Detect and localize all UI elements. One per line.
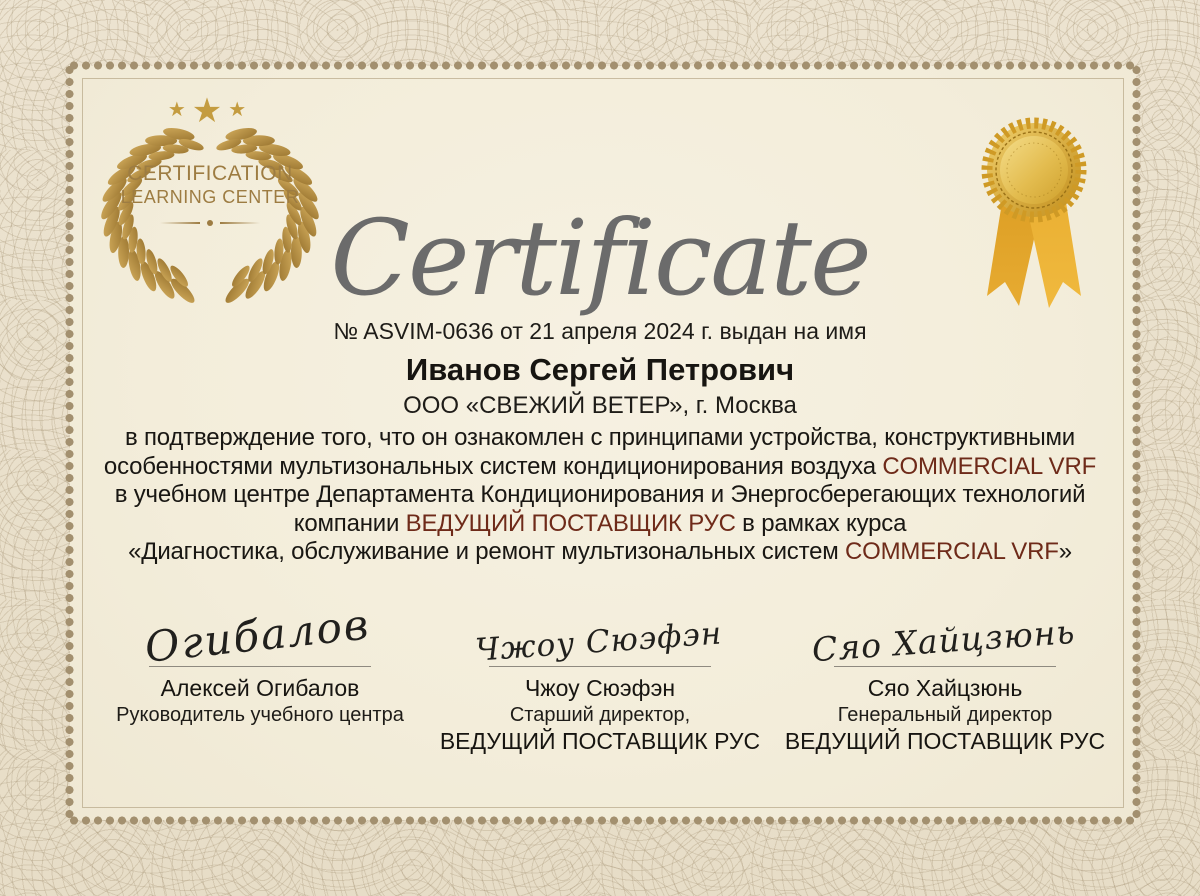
scallop-edge-top	[68, 61, 1138, 70]
handwritten-signature-3: Сяо Хайцзюнь	[810, 611, 1077, 670]
star-icon: ★	[191, 92, 229, 130]
recipient-name: Иванов Сергей Петрович	[405, 352, 795, 387]
body-line-1: в подтверждение того, что он ознакомлен с принципами устройства, конструктивными	[124, 424, 1076, 451]
scallop-edge-left	[65, 64, 74, 822]
certificate-title: Certificate	[330, 197, 870, 319]
scallop-edge-right	[1132, 64, 1141, 822]
signatory-org: ВЕДУЩИЙ ПОСТАВЩИК РУС	[439, 728, 761, 754]
star-icon: ★	[228, 99, 253, 121]
body-line-5-accent: COMMERCIAL VRF	[845, 538, 1059, 565]
signature-row	[100, 578, 1110, 755]
signatory-org: ВЕДУЩИЙ ПОСТАВЩИК РУС	[784, 728, 1106, 754]
body-line-4-text: компании	[293, 509, 406, 537]
logo-text-line1: CERTIFICATION	[127, 162, 293, 185]
certificate-body	[80, 424, 1120, 567]
body-line-4	[80, 510, 1120, 539]
logo-text-line2: LEARNING CENTER	[120, 187, 300, 207]
signature-block-3	[780, 578, 1110, 755]
recipient-company: ООО «СВЕЖИЙ ВЕТЕР», г. Москва	[403, 392, 797, 419]
body-line-5	[80, 538, 1120, 567]
body-line-4-accent: ВЕДУЩИЙ ПОСТАВЩИК РУС	[405, 509, 736, 537]
body-line-5-text2: »	[1058, 538, 1072, 565]
signature-block-1	[100, 578, 420, 755]
signatory-role: Руководитель учебного центра	[116, 704, 404, 726]
body-line-2-accent: COMMERCIAL VRF	[882, 452, 1097, 480]
body-line-5-text: «Диагностика, обслуживание и ремонт мультизональных систем	[128, 538, 846, 565]
signatory-name: Сяо Хайцзюнь	[867, 675, 1023, 701]
scallop-edge-bottom	[68, 816, 1138, 825]
signatory-name: Алексей Огибалов	[160, 675, 360, 701]
handwritten-signature-2: Чжоу Сюэфэн	[474, 615, 724, 669]
body-line-4-text2: в рамках курса	[735, 509, 907, 537]
body-line-2	[80, 453, 1120, 482]
registration-line: № ASVIM-0636 от 21 апреля 2024 г. выдан на имя	[333, 318, 867, 344]
signature-block-2	[435, 578, 765, 755]
logo-stars	[92, 94, 328, 128]
signatory-name: Чжоу Сюэфэн	[524, 675, 676, 701]
signature-line	[489, 666, 711, 667]
handwritten-signature-1: Огибалов	[142, 599, 373, 672]
body-line-2-text: особенностями мультизональных систем кондиционирования воздуха	[103, 452, 883, 480]
signatory-role: Старший директор,	[509, 704, 691, 726]
star-icon: ★	[167, 99, 192, 121]
signature-line	[834, 666, 1056, 667]
signatory-role: Генеральный директор	[837, 704, 1053, 726]
body-line-3: в учебном центре Департамента Кондиционирования и Энергосберегающих технологий	[114, 481, 1086, 508]
